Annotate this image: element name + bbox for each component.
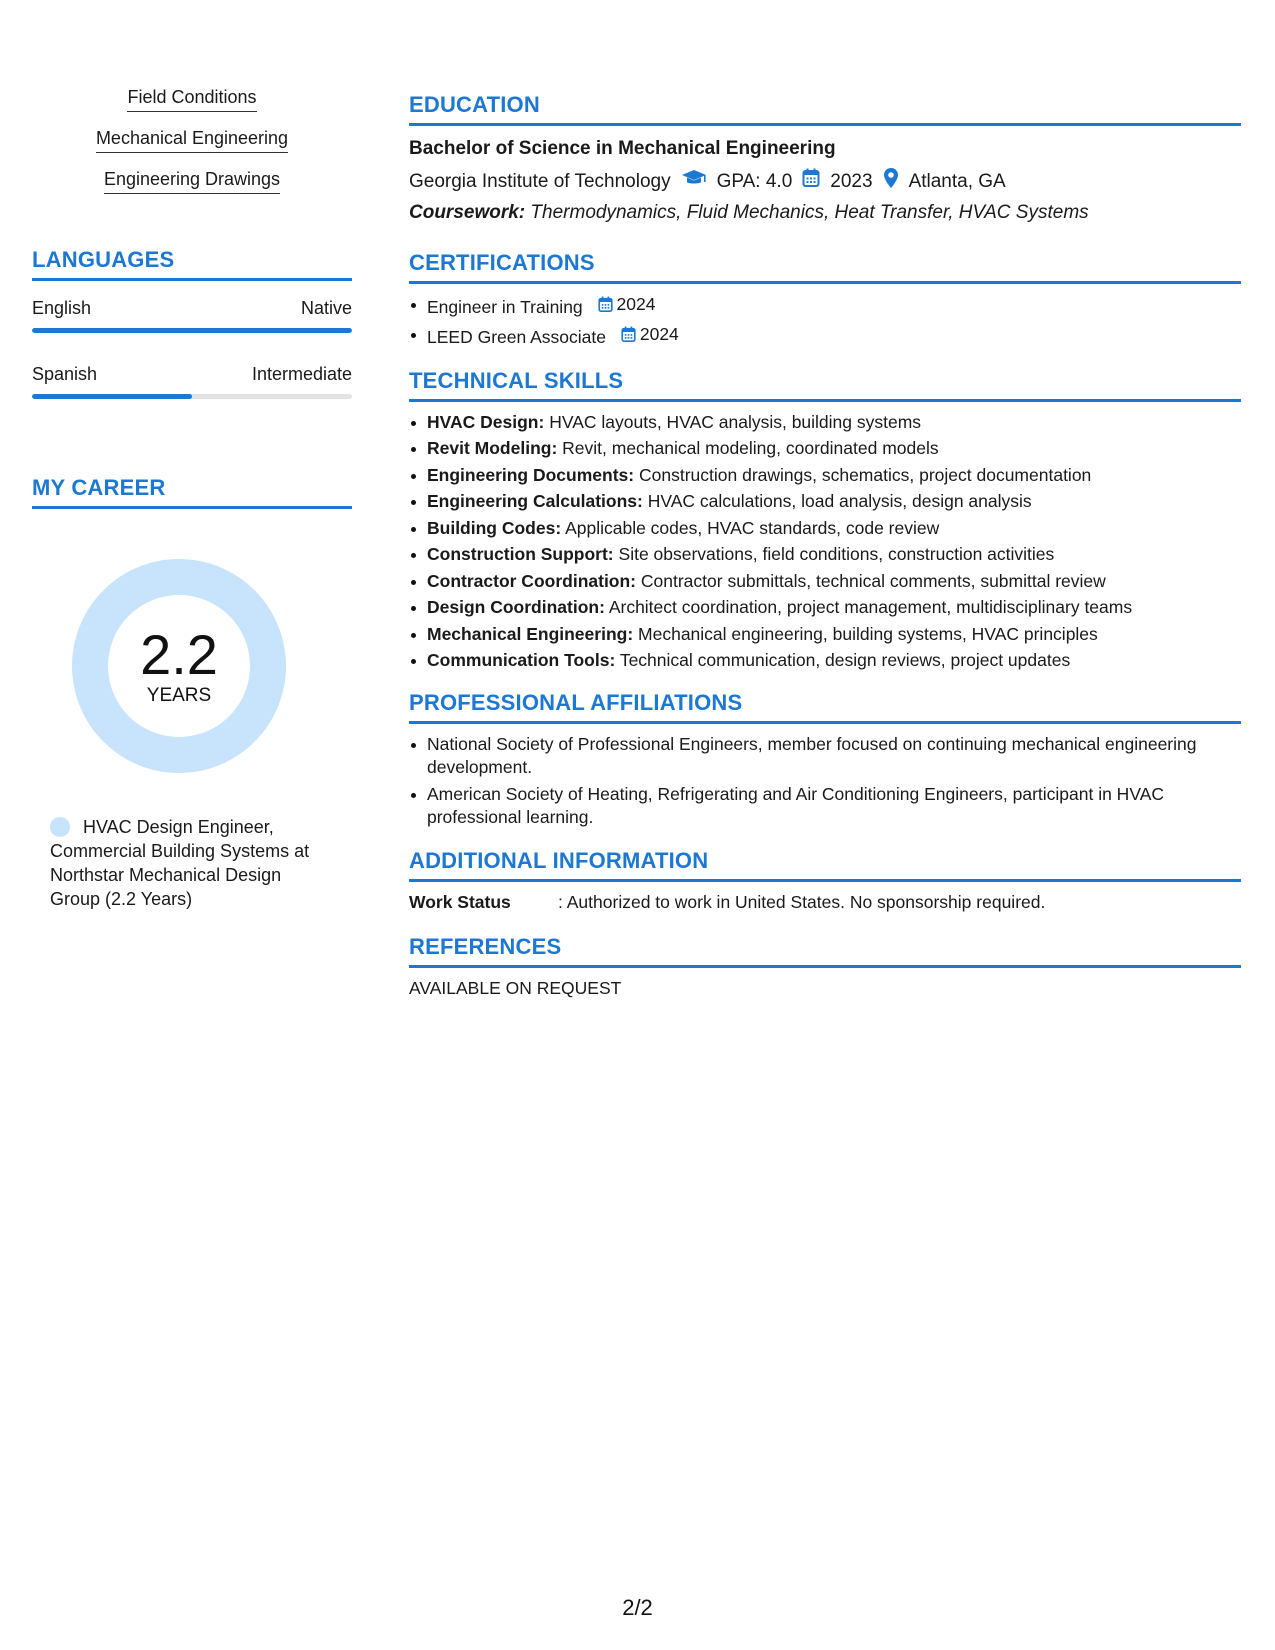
list-item	[427, 490, 1241, 513]
list-item	[427, 517, 1241, 540]
list-item	[427, 464, 1241, 487]
skill-text: Construction drawings, schematics, project documentation	[638, 464, 1092, 485]
calendar-icon	[598, 296, 613, 313]
skill-label: Mechanical Engineering:	[427, 623, 634, 644]
list-item	[427, 293, 1241, 319]
career-legend-text: HVAC Design Engineer, Commercial Building Systems at Northstar Mechanical Design Group (2.2 Years)	[50, 817, 310, 909]
skill-tag-list	[32, 86, 352, 209]
language-proficiency-fill	[32, 394, 192, 399]
career-title: MY CAREER	[32, 475, 352, 509]
career-legend-item	[50, 815, 352, 911]
calendar-icon	[621, 326, 636, 343]
affiliations-title: PROFESSIONAL AFFILIATIONS	[409, 690, 1241, 724]
list-item	[427, 649, 1241, 672]
skill-label: Construction Support:	[427, 544, 614, 564]
affiliations-section	[409, 690, 1241, 829]
list-item: American Society of Heating, Refrigerating and Air Conditioning Engineers, participant in HVAC professional learning.	[427, 783, 1241, 829]
skill-text: Technical communication, design reviews, project updates	[619, 650, 1071, 670]
skill-label: Design Coordination:	[427, 597, 605, 617]
work-status-label: Work Status	[409, 891, 511, 912]
degree: Bachelor of Science in Mechanical Engineering	[409, 138, 836, 159]
language-name: English	[32, 298, 92, 318]
skill-text: HVAC layouts, HVAC analysis, building systems	[549, 411, 922, 432]
references-text: AVAILABLE ON REQUEST	[409, 977, 622, 998]
school-location: Atlanta, GA	[908, 171, 1006, 192]
skill-text: Mechanical engineering, building systems, HVAC principles	[638, 623, 1098, 644]
languages-title: LANGUAGES	[32, 247, 352, 281]
references-title: REFERENCES	[409, 934, 1241, 968]
skill-text: Site observations, field conditions, construction activities	[618, 544, 1055, 564]
language-proficiency-bar	[32, 328, 352, 333]
skill-text: Revit, mechanical modeling, coordinated models	[562, 438, 939, 458]
language-level: Intermediate	[251, 364, 352, 384]
certification-name: LEED Green Associate	[427, 326, 606, 347]
skill-label: HVAC Design:	[427, 411, 545, 432]
education-title: EDUCATION	[409, 92, 1241, 126]
skill-label: Communication Tools:	[427, 650, 616, 670]
main-content	[409, 92, 1241, 999]
skill-label: Contractor Coordination:	[427, 570, 637, 591]
education-details	[409, 167, 1241, 197]
career-years-unit: YEARS	[146, 685, 212, 706]
certifications-section	[409, 250, 1241, 349]
skill-label: Revit Modeling:	[427, 438, 558, 458]
skills-list	[409, 411, 1241, 673]
school-name: Georgia Institute of Technology	[409, 171, 671, 192]
coursework-label: Coursework:	[409, 202, 526, 223]
certification-year: 2024	[616, 294, 656, 314]
graduation-year: 2023	[830, 171, 873, 192]
location-pin-icon	[883, 167, 899, 197]
list-item	[427, 543, 1241, 566]
affiliations-list	[409, 733, 1241, 829]
skill-text: Applicable codes, HVAC standards, code review	[565, 517, 940, 538]
list-item	[427, 570, 1241, 593]
calendar-icon	[802, 168, 820, 196]
list-item	[427, 411, 1241, 434]
gpa: GPA: 4.0	[716, 171, 793, 192]
references-section	[409, 934, 1241, 999]
list-item	[427, 323, 1241, 349]
graduation-cap-icon	[681, 168, 707, 196]
additional-info-section	[409, 848, 1241, 914]
certification-name: Engineer in Training	[427, 297, 583, 317]
work-status-row	[409, 891, 1241, 914]
skill-label: Engineering Documents:	[427, 464, 635, 485]
language-name: Spanish	[32, 364, 98, 384]
certifications-title: CERTIFICATIONS	[409, 250, 1241, 284]
technical-skills-title: TECHNICAL SKILLS	[409, 368, 1241, 402]
page-number: 2/2	[622, 1595, 653, 1620]
certifications-list	[409, 293, 1241, 349]
skill-tag: Mechanical Engineering	[96, 127, 288, 153]
career-donut-chart	[66, 553, 292, 779]
language-proficiency-fill	[32, 328, 352, 333]
sidebar	[32, 86, 352, 911]
skill-text: HVAC calculations, load analysis, design analysis	[647, 491, 1032, 511]
skill-tag: Field Conditions	[127, 86, 256, 112]
skill-tag: Engineering Drawings	[104, 168, 280, 194]
languages-section	[32, 247, 352, 399]
skill-text: Contractor submittals, technical comments, submittal review	[640, 570, 1106, 591]
technical-skills-section	[409, 368, 1241, 673]
education-section	[409, 92, 1241, 226]
language-row	[32, 363, 352, 399]
coursework	[409, 200, 1241, 226]
work-status-value: : Authorized to work in United States. No sponsorship required.	[558, 891, 1046, 912]
skill-label: Building Codes:	[427, 517, 562, 538]
language-row	[32, 297, 352, 333]
list-item	[427, 623, 1241, 646]
career-section	[32, 475, 352, 911]
list-item	[427, 437, 1241, 460]
skill-label: Engineering Calculations:	[427, 491, 643, 511]
language-proficiency-bar	[32, 394, 352, 399]
additional-info-title: ADDITIONAL INFORMATION	[409, 848, 1241, 882]
career-years-value: 2.2	[140, 623, 218, 686]
skill-text: Architect coordination, project management, multidisciplinary teams	[608, 597, 1133, 617]
coursework-list: Thermodynamics, Fluid Mechanics, Heat Transfer, HVAC Systems	[530, 202, 1089, 223]
list-item: National Society of Professional Engineers, member focused on continuing mechanical engineering development.	[427, 733, 1241, 779]
language-level: Native	[300, 298, 352, 318]
certification-year: 2024	[639, 323, 679, 344]
list-item	[427, 596, 1241, 619]
